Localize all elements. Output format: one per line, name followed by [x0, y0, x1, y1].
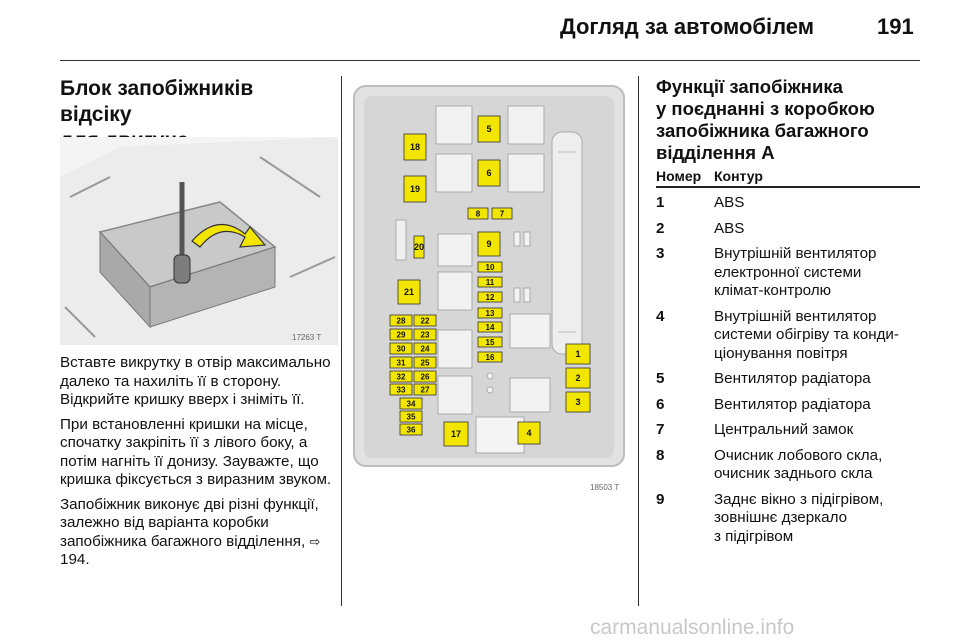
table-row: [656, 308, 920, 364]
table-title-line: у поєднанні з коробкою: [656, 98, 875, 119]
fuse-label: 8: [475, 209, 481, 219]
fuse-label: 11: [485, 278, 495, 287]
fuse-label: 24: [420, 344, 430, 354]
fuse-label: 31: [396, 358, 406, 368]
fuse-label: 35: [406, 412, 416, 422]
fuse-7: [492, 208, 512, 219]
page-number: 191: [877, 14, 914, 39]
fuse-28: [390, 315, 412, 326]
fuse-box-diagram: [348, 82, 630, 492]
fuse-32: [390, 371, 412, 382]
fuse-number: 6: [656, 395, 665, 413]
fuse-2: [566, 368, 590, 388]
fuse-label: 21: [403, 287, 415, 297]
fuse-label: 6: [486, 168, 492, 178]
fuse-label: 32: [396, 372, 406, 382]
table-row: [656, 220, 920, 239]
fuse-30: [390, 343, 412, 354]
fuse-8: [468, 208, 488, 219]
fuse-label: 10: [485, 263, 495, 272]
fuse-21: [398, 280, 420, 304]
fuse-label: 14: [485, 323, 495, 332]
fuse-label: 4: [526, 428, 532, 438]
table-row: [656, 370, 920, 389]
fuse-label: 5: [486, 124, 492, 134]
circuit-name: [714, 194, 920, 213]
fuse-11: [478, 277, 502, 287]
fuse-number: 2: [656, 219, 665, 237]
fuse-22: [414, 315, 436, 326]
circuit-name: [714, 245, 920, 301]
fuse-number: 7: [656, 421, 665, 438]
fuse-label: 33: [396, 385, 406, 395]
fuse-label: 20: [413, 242, 425, 252]
paragraph: Вставте викрутку в отвір максимально далеко та нахиліть її в сторону. Відкрийте кришку вверх і зніміть її.: [60, 354, 331, 408]
circuit-line: Заднє вікно з підігрівом,: [714, 490, 884, 508]
circuit-name: [714, 396, 920, 415]
table-row: [656, 245, 920, 301]
engine-fusebox-photo: [60, 137, 338, 345]
circuit-line: Вентилятор радіатора: [714, 395, 871, 413]
fuse-label: 29: [396, 330, 406, 340]
fuse-6: [478, 160, 500, 186]
paragraph: При встановленні кришки на місце, спочатку закріпіть її з лівого боку, а потім нагніть її донизу. Зауважте, що кришка фіксується з виразним звуком.: [60, 415, 332, 488]
fuse-label: 2: [575, 373, 581, 383]
fuse-9: [478, 232, 500, 256]
fuse-label: 25: [420, 358, 430, 368]
circuit-line: зовнішнє дзеркало: [714, 509, 848, 526]
photo-code: 17263 T: [292, 333, 322, 342]
table-row: [656, 421, 920, 440]
fuse-label: 26: [420, 372, 430, 382]
column-header-number: Номер: [656, 168, 702, 184]
fuse-4: [518, 422, 540, 444]
circuit-name: [714, 491, 920, 547]
fuse-17: [444, 422, 468, 446]
column-header-circuit: Контур: [714, 168, 763, 184]
table-row: [656, 396, 920, 415]
header-rule: [60, 60, 920, 61]
circuit-line: ABS: [714, 194, 745, 211]
fuse-label: 34: [406, 399, 416, 409]
fuse-label: 17: [450, 429, 462, 439]
fuse-1: [566, 344, 590, 364]
watermark: carmanualsonline.info: [590, 616, 795, 639]
circuit-name: [714, 421, 920, 440]
fuse-3: [566, 392, 590, 412]
circuit-line: Вентилятор радіатора: [714, 370, 871, 387]
circuit-line: Внутрішній вентилятор: [714, 307, 877, 325]
column-divider-right: [638, 76, 639, 606]
table-row: [656, 194, 920, 213]
fuse-number: 3: [656, 245, 665, 262]
circuit-line: Центральний замок: [714, 421, 854, 438]
circuit-name: [714, 308, 920, 364]
fuse-31: [390, 357, 412, 368]
fuse-20: [414, 236, 424, 258]
diagram-code: 18503 T: [590, 483, 620, 492]
fuse-24: [414, 343, 436, 354]
fuse-33: [390, 384, 412, 395]
circuit-line: електронної системи: [714, 263, 862, 281]
table-title-line: запобіжника багажного: [656, 120, 869, 141]
page-header-title: Догляд за автомобілем: [560, 14, 815, 39]
fuse-label: 30: [396, 344, 406, 354]
fuse-label: 3: [575, 397, 581, 407]
fuse-13: [478, 308, 502, 318]
fuse-label: 7: [499, 209, 505, 219]
fuse-number: 9: [656, 490, 665, 508]
page-reference: 194.: [60, 551, 90, 568]
table-header-rule: [656, 186, 920, 188]
circuit-name: [714, 370, 920, 389]
circuit-line: ціонування повітря: [714, 344, 848, 362]
fuse-19: [404, 176, 426, 202]
circuit-line: ABS: [714, 219, 745, 237]
fuse-14: [478, 322, 502, 332]
fuse-label: 27: [420, 385, 430, 395]
circuit-name: [714, 447, 920, 484]
fuse-34: [400, 398, 422, 409]
fuse-27: [414, 384, 436, 395]
fuse-label: 12: [485, 293, 495, 302]
circuit-line: системи обігріву та конди-: [714, 326, 899, 343]
fuse-16: [478, 352, 502, 362]
circuit-line: Очисник лобового скла,: [714, 446, 883, 464]
fuse-23: [414, 329, 436, 340]
fuse-25: [414, 357, 436, 368]
fuse-35: [400, 411, 422, 422]
fuse-label: 18: [409, 142, 421, 152]
fuse-number: 4: [656, 307, 665, 325]
fuse-label: 19: [409, 184, 421, 194]
fuse-label: 22: [420, 316, 430, 326]
table-title-line: Функції запобіжника: [656, 76, 843, 97]
fuse-12: [478, 292, 502, 302]
fuse-number: 1: [656, 194, 665, 211]
fuse-10: [478, 262, 502, 272]
table-title-line: відділення A: [656, 142, 775, 163]
fuse-label: 23: [420, 330, 430, 340]
table-row: [656, 491, 920, 547]
fuse-label: 13: [485, 309, 495, 318]
fuse-26: [414, 371, 436, 382]
circuit-line: Внутрішній вентилятор: [714, 245, 877, 262]
fuse-18: [404, 134, 426, 160]
fuse-number: 5: [656, 370, 665, 387]
paragraph: [60, 496, 335, 570]
circuit-line: з підігрівом: [714, 527, 794, 545]
page-reference-icon: ⇨: [309, 533, 321, 549]
fuse-label: 28: [396, 316, 406, 326]
fuse-table: [656, 194, 920, 553]
table-title: [656, 76, 921, 164]
column-divider-left: [341, 76, 342, 606]
fuse-label: 1: [575, 349, 581, 359]
fuse-number: 8: [656, 446, 665, 464]
circuit-line: клімат-контролю: [714, 282, 832, 299]
table-row: [656, 447, 920, 484]
fuse-5: [478, 116, 500, 142]
fuse-label: 36: [406, 425, 416, 435]
paragraph-text: Запобіжник виконує дві різні функції, залежно від варіанта коробки запобіжника багажного відділення,: [60, 495, 319, 550]
circuit-line: очисник заднього скла: [714, 465, 873, 482]
instructions-text: [60, 354, 335, 576]
fuse-label: 15: [485, 338, 495, 347]
circuit-name: [714, 220, 920, 239]
section-title-line: Блок запобіжників відсіку: [60, 77, 254, 126]
fuse-29: [390, 329, 412, 340]
fuse-36: [400, 424, 422, 435]
fuse-15: [478, 337, 502, 347]
fuse-label: 16: [485, 353, 495, 362]
fuse-label: 9: [486, 239, 492, 249]
